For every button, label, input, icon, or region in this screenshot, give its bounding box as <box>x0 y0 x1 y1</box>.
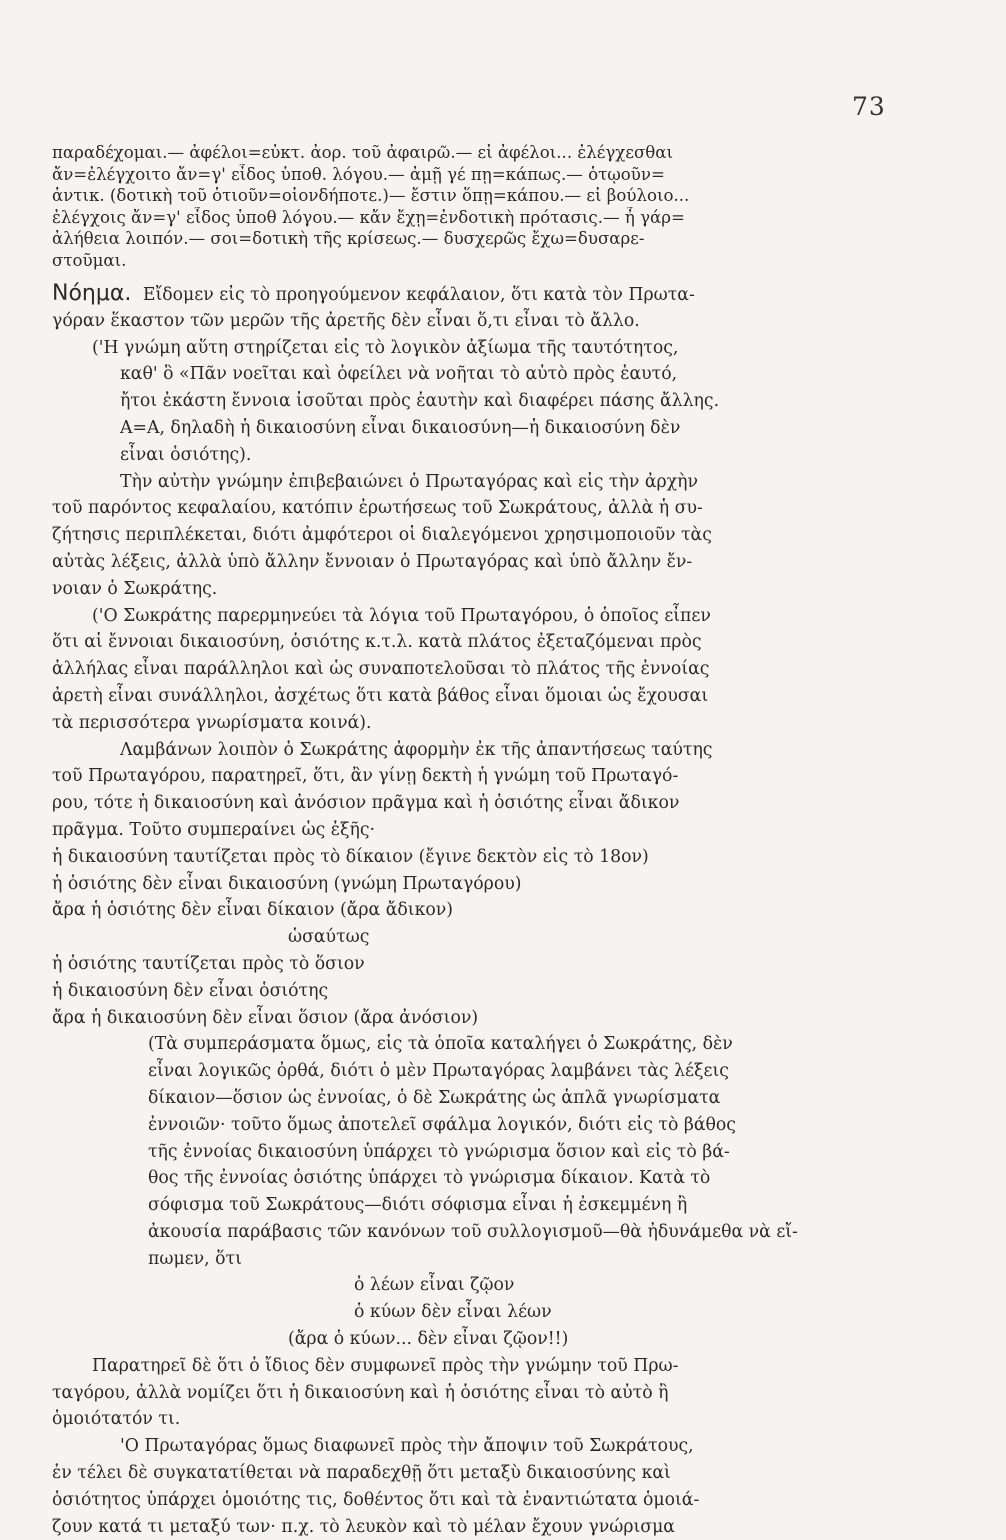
text-line <box>52 281 954 308</box>
text-line: ἀλήθεια λοιπόν.— σοι=δοτικὴ τῆς κρίσεως.— δυσχερῶς ἔχω=δυσαρε- <box>52 229 645 248</box>
text-line: ἡ ὁσιότης δὲν εἶναι δικαιοσύνη (γνώμη Πρωταγόρου) <box>52 873 522 894</box>
text-line: θος τῆς ἐννοίας ὁσιότης ὑπάρχει τὸ γνώρισμα δίκαιον. Κατὰ τὸ <box>148 1168 711 1189</box>
text-line: ὅτι αἱ ἔννοιαι δικαιοσύνη, ὁσιότης κ.τ.λ. κατὰ πλάτος ἐξεταζόμεναι πρὸς <box>52 632 702 653</box>
text-line: ἐν τέλει δὲ συγκατατίθεται νὰ παραδεχθῇ ὅτι μεταξὺ δικαιοσύνης καὶ <box>52 1463 671 1484</box>
text-line: ἡ δικαιοσύνη ταυτίζεται πρὸς τὸ δίκαιον (ἔγινε δεκτὸν εἰς τὸ 18ον) <box>52 846 649 867</box>
text-line: (ἄρα ὁ κύων... δὲν εἶναι ζῷον!!) <box>288 1329 569 1350</box>
text-line: ταγόρου, ἀλλὰ νομίζει ὅτι ἡ δικαιοσύνη καὶ ἡ ὁσιότης εἶναι τὸ αὐτὸ ἢ <box>52 1382 669 1403</box>
text-line: τὰ περισσότερα γνωρίσματα κοινά). <box>52 712 372 733</box>
text-line: εἶναι ὁσιότης). <box>120 444 252 465</box>
text-line: ('Ο Σωκράτης παρερμηνεύει τὰ λόγια τοῦ Πρωταγόρου, ὁ ὁποῖος εἶπεν <box>92 605 711 626</box>
text-line: ρου, τότε ἡ δικαιοσύνη καὶ ἀνόσιον πρᾶγμα καὶ ἡ ὁσιότης εἶναι ἄδικον <box>52 793 680 814</box>
vocabulary-notes <box>52 142 954 271</box>
text-line: ('Η γνώμη αὕτη στηρίζεται εἰς τὸ λογικὸν ἀξίωμα τῆς ταυτότητος, <box>92 337 679 358</box>
text-line: Λαμβάνων λοιπὸν ὁ Σωκράτης ἀφορμὴν ἐκ τῆς ἀπαντήσεως ταύτης <box>120 739 713 760</box>
page-number: 73 <box>852 92 886 121</box>
text-line: νοιαν ὁ Σωκράτης. <box>52 578 218 599</box>
text-line: ἐλέγχοις ἄν=γ' εἶδος ὑποθ λόγου.— κἄν ἔχῃ=ἐνδοτικὴ πρότασις.— ἦ γάρ= <box>52 207 685 227</box>
text-line: ἡ δικαιοσύνη δὲν εἶναι ὁσιότης <box>52 980 329 1001</box>
text-line: καθ' ὃ «Πᾶν νοεῖται καὶ ὀφείλει νὰ νοῆται τὸ αὐτὸ πρὸς ἑαυτό, <box>120 364 678 385</box>
text-line: αὐτὰς λέξεις, ἀλλὰ ὑπὸ ἄλλην ἔννοιαν ὁ Πρωταγόρας καὶ ὑπὸ ἄλλην ἔν- <box>52 551 693 572</box>
page-text <box>52 142 954 1540</box>
text-line: τοῦ παρόντος κεφαλαίου, κατόπιν ἐρωτήσεως τοῦ Σωκράτους, ἀλλὰ ἡ συ- <box>52 498 703 519</box>
text-line: ἀρετὴ εἶναι συνάλληλοι, ἀσχέτως ὅτι κατὰ βάθος εἶναι ὅμοιαι ὡς ἔχουσαι <box>52 685 709 706</box>
text-line: 'Ο Πρωταγόρας ὅμως διαφωνεῖ πρὸς τὴν ἄποψιν τοῦ Σωκράτους, <box>120 1436 694 1457</box>
text-line: δίκαιον—ὅσιον ὡς ἐννοίας, ὁ δὲ Σωκράτης ὡς ἁπλᾶ γνωρίσματα <box>148 1087 721 1108</box>
text-line: ὡσαύτως <box>288 927 370 948</box>
text-line: πωμεν, ὅτι <box>148 1248 242 1269</box>
text-line: ἡ ὁσιότης ταυτίζεται πρὸς τὸ ὅσιον <box>52 953 365 974</box>
text-line: Τὴν αὐτὴν γνώμην ἐπιβεβαιώνει ὁ Πρωταγόρας καὶ εἰς τὴν ἀρχὴν <box>120 471 698 492</box>
text-line: ζουν κατά τι μεταξύ των· π.χ. τὸ λευκὸν καὶ τὸ μέλαν ἔχουν γνώρισμα <box>52 1516 675 1537</box>
section-heading: Νόημα. <box>52 281 132 306</box>
text-line: πρᾶγμα. Τοῦτο συμπεραίνει ὡς ἑξῆς· <box>52 819 376 840</box>
text-line: ἀλλήλας εἶναι παράλληλοι καὶ ὡς συναποτελοῦσαι τὸ πλάτος τῆς ἐννοίας <box>52 659 710 680</box>
text-line: ἤτοι ἑκάστη ἔννοια ἰσοῦται πρὸς ἑαυτὴν καὶ διαφέρει πάσης ἄλλης. <box>120 391 720 412</box>
text-line: ὁσιότητος ὑπάρχει ὁμοιότης τις, δοθέντος ὅτι καὶ τὰ ἐναντιώτατα ὁμοιά- <box>52 1489 700 1510</box>
text-line: ὁ λέων εἶναι ζῷον <box>354 1275 515 1296</box>
text-line: ἀκουσία παράβασις τῶν κανόνων τοῦ συλλογισμοῦ—θὰ ἠδυνάμεθα νὰ εἴ- <box>148 1221 798 1242</box>
text-line: σόφισμα τοῦ Σωκράτους—διότι σόφισμα εἶναι ἡ ἐσκεμμένη ἢ <box>148 1195 688 1216</box>
text-line: (Τὰ συμπεράσματα ὅμως, εἰς τὰ ὁποῖα καταλήγει ὁ Σωκράτης, δὲν <box>148 1034 733 1055</box>
text-line: εἶναι λογικῶς ὀρθά, διότι ὁ μὲν Πρωταγόρας λαμβάνει τὰς λέξεις <box>148 1061 729 1082</box>
text-line: τοῦ Πρωταγόρου, παρατηρεῖ, ὅτι, ἂν γίνῃ δεκτὴ ἡ γνώμη τοῦ Πρωταγό- <box>52 766 679 787</box>
text-line: ἄρα ἡ δικαιοσύνη δὲν εἶναι ὅσιον (ἄρα ἀνόσιον) <box>52 1007 479 1028</box>
text-line: γόραν ἕκαστον τῶν μερῶν τῆς ἀρετῆς δὲν εἶναι ὅ,τι εἶναι τὸ ἄλλο. <box>52 310 640 331</box>
text-line: στοῦμαι. <box>52 250 127 270</box>
text-line: Α=Α, δηλαδὴ ἡ δικαιοσύνη εἶναι δικαιοσύνη—ἡ δικαιοσύνη δὲν <box>120 417 681 438</box>
text-line: ἄρα ἡ ὁσιότης δὲν εἶναι δίκαιον (ἄρα ἄδικον) <box>52 900 454 921</box>
text-line: Παρατηρεῖ δὲ ὅτι ὁ ἴδιος δὲν συμφωνεῖ πρὸς τὴν γνώμην τοῦ Πρω- <box>92 1355 679 1376</box>
text-line-body: Εἴδομεν εἰς τὸ προηγούμενον κεφάλαιον, ὅτι κατὰ τὸν Πρωτα- <box>142 285 695 305</box>
text-line: ἄν=ἐλέγχοιτο ἄν=γ' εἶδος ὑποθ. λόγου.— ἀμῇ γέ πῃ=κάπως.— ὁτῳοῦν= <box>52 164 665 184</box>
text-line: ἐννοιῶν· τοῦτο ὅμως ἀποτελεῖ σφάλμα λογικόν, διότι εἰς τὸ βάθος <box>148 1114 736 1135</box>
text-line: ζήτησις περιπλέκεται, διότι ἀμφότεροι οἱ διαλεγόμενοι χρησιμοποιοῦν τὰς <box>52 525 712 546</box>
text-line: παραδέχομαι.— ἀφέλοι=εὐκτ. ἀορ. τοῦ ἀφαιρῶ.— εἰ ἀφέλοι... ἐλέγχεσθαι <box>52 143 673 162</box>
text-line: τῆς ἐννοίας δικαιοσύνη ὑπάρχει τὸ γνώρισμα ὅσιον καὶ εἰς τὸ βά- <box>148 1141 730 1162</box>
text-line: ὁμοιότατόν τι. <box>52 1409 181 1430</box>
text-line: ἀντικ. (δοτικὴ τοῦ ὁτιοῦν=οἱονδήποτε.)— ἔστιν ὅπῃ=κάπου.— εἰ βούλοιο... <box>52 186 690 205</box>
text-line: ὁ κύων δὲν εἶναι λέων <box>354 1302 552 1323</box>
